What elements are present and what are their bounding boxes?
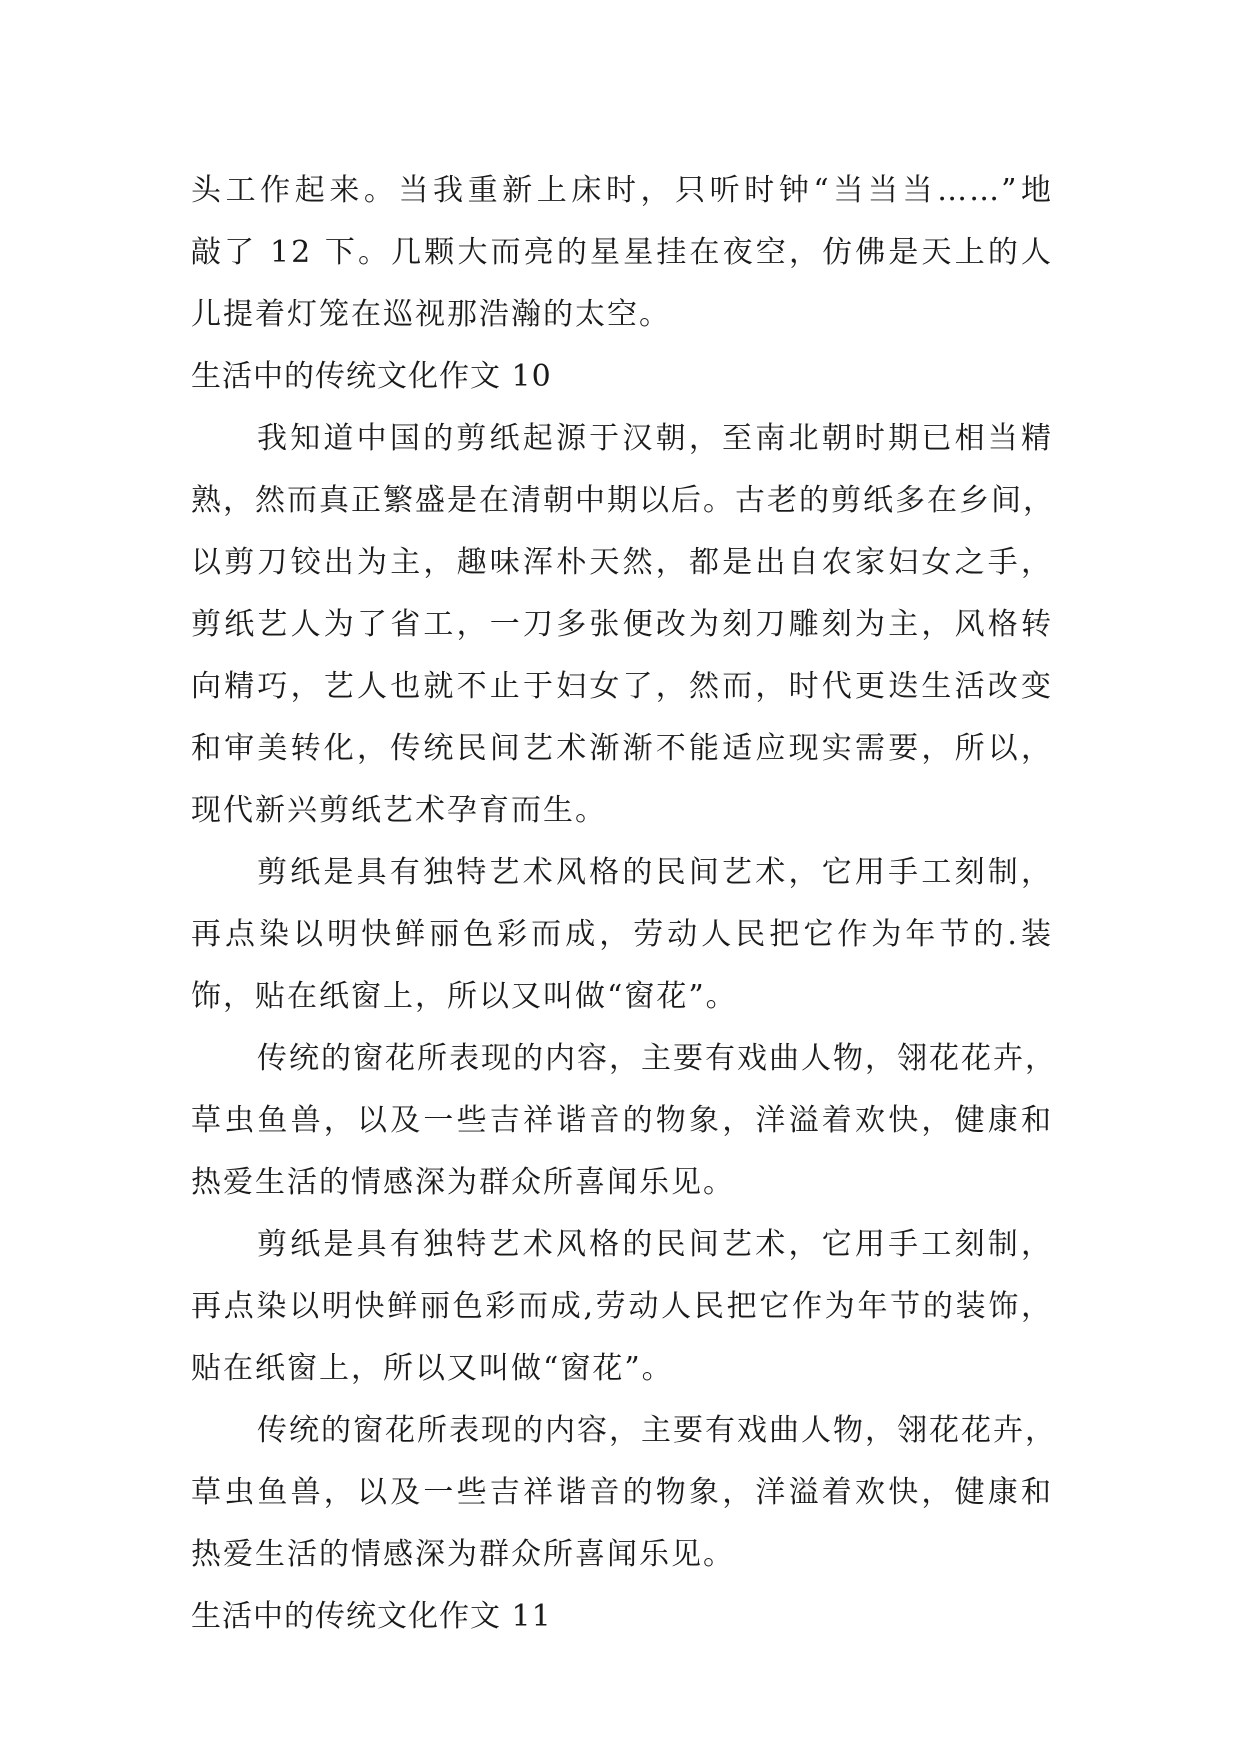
section-heading: 生活中的传统文化作文 11 — [191, 1599, 552, 1634]
text-line: 头工作起来。当我重新上床时，只听时钟“当当当……”地 — [191, 173, 1053, 208]
paragraph — [191, 1214, 1053, 1400]
text-line: 剪纸艺人为了省工，一刀多张便改为刻刀雕刻为主，风格转 — [191, 607, 1053, 642]
text-line: 儿提着灯笼在巡视那浩瀚的太空。 — [191, 297, 671, 332]
section-heading: 生活中的传统文化作文 10 — [191, 359, 552, 394]
text-line: 我知道中国的剪纸起源于汉朝，至南北朝时期已相当精 — [257, 421, 1053, 456]
text-line: 传统的窗花所表现的内容，主要有戏曲人物，翎花花卉， — [257, 1413, 1057, 1448]
text-line: 再点染以明快鲜丽色彩而成，劳动人民把它作为年节的.装 — [191, 917, 1053, 952]
text-line: 草虫鱼兽，以及一些吉祥谐音的物象，洋溢着欢快，健康和 — [191, 1103, 1053, 1138]
paragraph — [191, 408, 1053, 842]
paragraph — [191, 842, 1053, 1028]
paragraph — [191, 1400, 1057, 1586]
text-line: 敲了 12 下。几颗大而亮的星星挂在夜空，仿佛是天上的人 — [191, 235, 1053, 270]
paragraph — [191, 1028, 1057, 1214]
text-line: 熟，然而真正繁盛是在清朝中期以后。古老的剪纸多在乡间， — [191, 483, 1055, 518]
text-line: 剪纸是具有独特艺术风格的民间艺术，它用手工刻制， — [257, 855, 1053, 890]
text-line: 现代新兴剪纸艺术孕育而生。 — [191, 793, 607, 828]
text-line: 饰，贴在纸窗上，所以又叫做“窗花”。 — [191, 979, 738, 1014]
text-line: 再点染以明快鲜丽色彩而成,劳动人民把它作为年节的装饰， — [191, 1289, 1053, 1324]
text-line: 以剪刀铰出为主，趣味浑朴天然，都是出自农家妇女之手， — [191, 545, 1053, 580]
text-line: 和审美转化，传统民间艺术渐渐不能适应现实需要，所以， — [191, 731, 1053, 766]
text-line: 贴在纸窗上，所以又叫做“窗花”。 — [191, 1351, 674, 1386]
paragraph-continued — [191, 160, 1053, 346]
text-line: 草虫鱼兽，以及一些吉祥谐音的物象，洋溢着欢快，健康和 — [191, 1475, 1053, 1510]
text-line: 剪纸是具有独特艺术风格的民间艺术，它用手工刻制， — [257, 1227, 1053, 1262]
text-line: 热爱生活的情感深为群众所喜闻乐见。 — [191, 1165, 735, 1200]
text-line: 向精巧，艺人也就不止于妇女了，然而，时代更迭生活改变 — [191, 669, 1053, 704]
text-line: 传统的窗花所表现的内容，主要有戏曲人物，翎花花卉， — [257, 1041, 1057, 1076]
document-body — [191, 160, 1057, 1648]
text-line: 热爱生活的情感深为群众所喜闻乐见。 — [191, 1537, 735, 1572]
